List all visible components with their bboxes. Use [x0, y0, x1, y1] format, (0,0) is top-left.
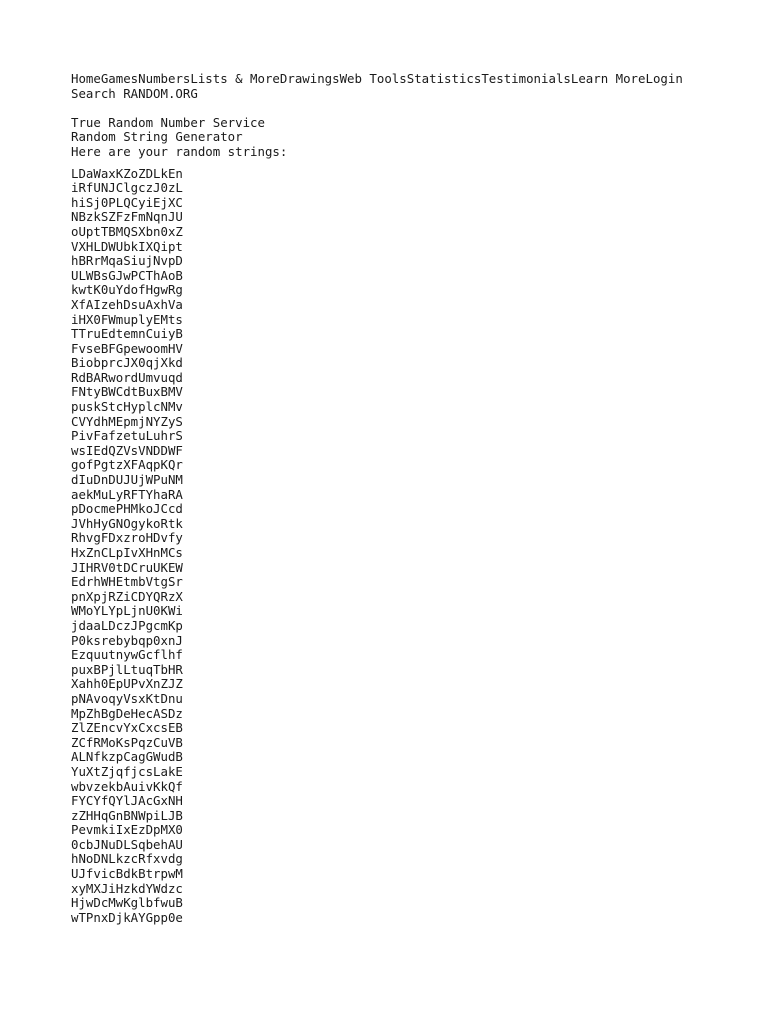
random-string-item: iRfUNJClgczJ0zL	[71, 180, 183, 196]
random-string-item: pnXpjRZiCDYQRzX	[71, 588, 183, 604]
nav-lists-more-link[interactable]: Lists & More	[190, 71, 280, 86]
nav-learn-more-link[interactable]: Learn More	[570, 71, 646, 86]
random-string-item: puskStcHyplcNMv	[71, 399, 183, 415]
random-string-item: wbvzekbAuivKkQf	[71, 778, 183, 794]
random-string-item: PevmkiIxEzDpMX0	[71, 822, 183, 838]
random-string-item: ALNfkzpCagGWudB	[71, 749, 183, 765]
nav-statistics-link[interactable]: Statistics	[406, 71, 482, 86]
random-string-item: TTruEdtemnCuiyB	[71, 326, 183, 342]
random-string-item: jdaaLDczJPgcmKp	[71, 617, 183, 633]
random-string-item: XfAIzehDsuAxhVa	[71, 296, 183, 312]
random-string-item: wTPnxDjkAYGpp0e	[71, 909, 183, 925]
random-string-item: dIuDnDUJUjWPuNM	[71, 472, 183, 488]
random-string-item: CVYdhMEpmjNYZyS	[71, 413, 183, 429]
random-string-item: EdrhWHEtmbVtgSr	[71, 574, 183, 590]
spacer	[71, 101, 751, 116]
nav-numbers-link[interactable]: Numbers	[138, 71, 191, 86]
random-string-item: HjwDcMwKglbfwuB	[71, 895, 183, 911]
random-string-item: WMoYLYpLjnU0KWi	[71, 603, 183, 619]
random-string-item: NBzkSZFzFmNqnJU	[71, 209, 183, 225]
random-string-item: puxBPjlLtuqTbHR	[71, 661, 183, 677]
random-string-item: pDocmePHMkoJCcd	[71, 501, 183, 517]
random-string-item: HxZnCLpIvXHnMCs	[71, 545, 183, 560]
random-string-item: MpZhBgDeHecASDz	[71, 705, 183, 721]
results-intro: Here are your random strings:	[71, 143, 288, 159]
random-string-item: kwtK0uYdofHgwRg	[71, 282, 183, 298]
random-string-item: gofPgtzXFAqpKQr	[71, 457, 183, 473]
random-string-item: aekMuLyRFTYhaRA	[71, 486, 183, 502]
nav-home-link[interactable]: Home	[71, 71, 101, 86]
random-string-item: PivFafzetuLuhrS	[71, 428, 183, 444]
random-string-item: ZCfRMoKsPqzCuVB	[71, 734, 183, 750]
random-string-item: FvseBFGpewoomHV	[71, 340, 183, 356]
random-string-item: hNoDNLkzcRfxvdg	[71, 851, 183, 867]
search-link[interactable]: Search RANDOM.ORG	[71, 85, 198, 101]
random-string-item: FNtyBWCdtBuxBMV	[71, 384, 183, 400]
random-string-item: oUptTBMQSXbn0xZ	[71, 223, 183, 239]
random-string-item: 0cbJNuDLSqbehAU	[71, 836, 183, 852]
random-string-item: YuXtZjqfjcsLakE	[71, 763, 183, 779]
random-string-item: RhvgFDxzroHDvfy	[71, 530, 183, 546]
random-string-item: BiobprcJX0qjXkd	[71, 355, 183, 371]
random-string-item: hBRrMqaSiujNvpD	[71, 253, 183, 269]
random-string-item: hiSj0PLQCyiEjXC	[71, 194, 183, 210]
random-string-item: Xahh0EpUPvXnZJZ	[71, 676, 183, 692]
random-string-item: RdBARwordUmvuqd	[71, 369, 183, 385]
nav-testimonials-link[interactable]: Testimonials	[481, 71, 571, 86]
nav-games-link[interactable]: Games	[100, 71, 139, 86]
random-string-item: wsIEdQZVsVNDDWF	[71, 442, 183, 458]
nav-drawings-link[interactable]: Drawings	[279, 71, 340, 86]
random-string-item: JIHRV0tDCruUKEW	[71, 559, 183, 575]
service-heading: True Random Number Service	[71, 114, 265, 130]
random-string-item: JVhHyGNOgykoRtk	[71, 515, 183, 531]
nav-login-link[interactable]: Login	[645, 71, 683, 86]
main-nav	[71, 72, 751, 87]
page-content	[71, 72, 751, 925]
random-string-item: ZlZEncvYxCxcsEB	[71, 720, 183, 736]
random-string-item: xyMXJiHzkdYWdzc	[71, 880, 183, 896]
random-strings-list	[71, 167, 751, 926]
nav-web-tools-link[interactable]: Web Tools	[339, 71, 407, 86]
random-string-item: P0ksrebybqp0xnJ	[71, 632, 183, 648]
random-string-item: UJfvicBdkBtrpwM	[71, 866, 183, 882]
page-title: Random String Generator	[71, 129, 243, 145]
random-string-item: EzquutnywGcflhf	[71, 647, 183, 663]
random-string-item: VXHLDWUbkIXQipt	[71, 238, 183, 254]
random-string-item: LDaWaxKZoZDLkEn	[71, 165, 183, 181]
random-string-item: pNAvoqyVsxKtDnu	[71, 690, 183, 706]
random-string-item: ULWBsGJwPCThAoB	[71, 267, 183, 283]
random-string-item: zZHHqGnBNWpiLJB	[71, 807, 183, 823]
random-string-item: FYCYfQYlJAcGxNH	[71, 793, 183, 809]
random-string-item: iHX0FWmuplyEMts	[71, 311, 183, 327]
